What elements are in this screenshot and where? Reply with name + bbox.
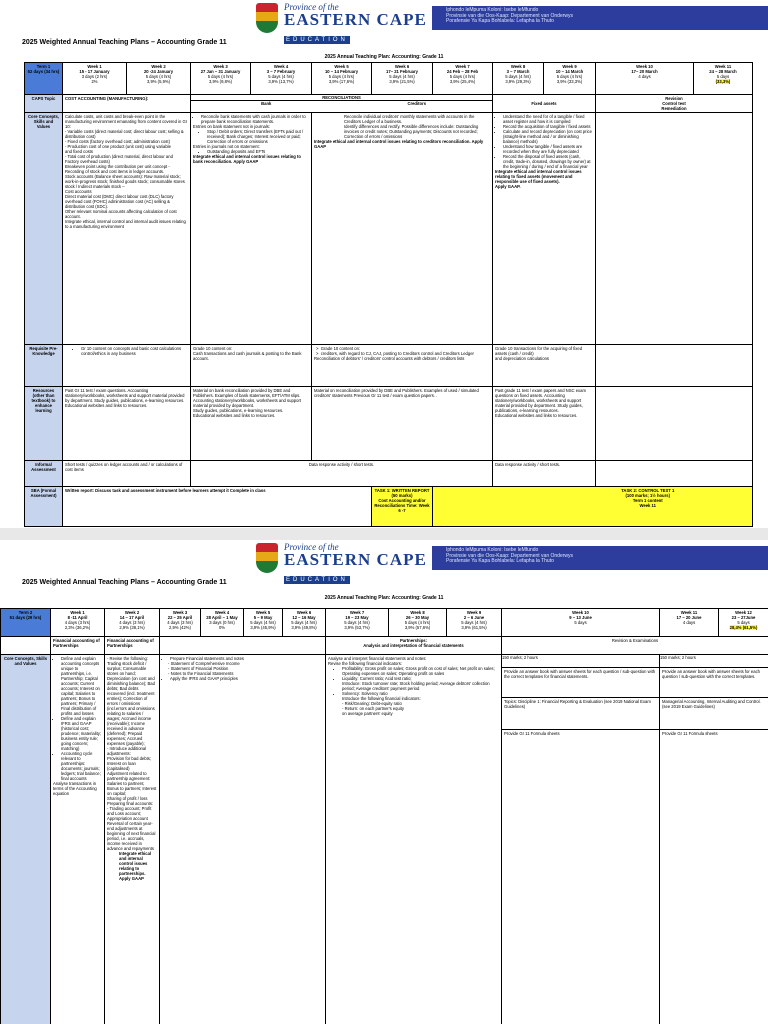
core-week-7-9: Analyse and interpret financial statements and notes: Revise the following financial indicators: • Profitability: Gross profit on sales; Gross profit on cost of sales; Net profit on sales; Operating expenses on sales; Operating profit on sales • Liquidity: Current ratio; Acid test ratio; Introduce: Stock turnover rate; Stock holding period; Average debtors' collection period; Average creditors' payment period • Solvency: Solvency ratio Introduce the following financial indicators: - Risk/Gearing: Debt-equity ratio - Return: on each partner's equity on average partners' equity (326, 655, 502, 1024)
week-header: Week 3 22 – 25 April 4 days (3 hrs) 2,9% (42%) (160, 609, 201, 637)
inf-fixed: Data response activity / short tests. (493, 461, 596, 487)
week-header: Week 7 24 Feb – 28 Feb 5 days (4 hrs) 3,9% (25,4%) (433, 63, 493, 95)
topic-financial-accounting-1: Financial accounting of Partnerships (51, 637, 105, 655)
term-1-plan-table (24, 62, 753, 527)
plan-title: 2025 Annual Teaching Plan: Accounting: Grade 11 (324, 54, 444, 60)
week-header: Week 12 23 – 27June 5 days 28,4% (61,5%) (719, 609, 768, 637)
sba-text: Written report: Discuss task and assessment instrument before learners attempt it Complete in class (63, 487, 372, 527)
week-header: Week 6 17– 21 February 5 days (4 hrs) 3,9% (21,5%) (372, 63, 433, 95)
core-revision-empty (596, 113, 753, 345)
res-bank: Material on bank reconciliation provided by DBE and Publishers. Examples of bank statements, EFT/ATM slips. Accounting stationery/workbooks, worksheets and support material provided by department. Study guides, publications, e-learning resources. Educational websites and links to resources. (191, 387, 312, 461)
topic-revision: Revision Control test Remediation (596, 95, 753, 113)
week-header: Week 6 12 – 16 May 5 days (4 hrs) 3,9% (49,8%) (283, 609, 326, 637)
page-2 (0, 540, 768, 1024)
term-2-label: Term 2 51 days (29 hrs) (1, 609, 51, 637)
week-header: Week 4 3 – 7 February 5 days (4 hrs) 3,9% (13,7%) (251, 63, 312, 95)
res-cost: Past Gr 11 test / exam questions. Accounting stationery/workbooks, worksheets and support material provided by department. Study guides, publications, e-learning resources. Educational websites and links to resources. (63, 387, 191, 461)
week-header: Week 4 28 April – 1 May 3 days (0 hrs) 0% (201, 609, 244, 637)
core-cost-accounting: Calculate costs, unit costs and break-even point in the manufacturing environment emanating from content covered in Gr 10: - Variable costs (direct material cost; direct labour cost; selling & distribution cost) - Fixed costs (factory overhead cost; administration cost) - Production cost of one product (unit cost) using variable and fixed costs - Total cost of production (direct material, direct labour and Factory overhead costs) Breakeven point using the contribution per unit concept - Recording of stock and cost items in ledger accounts. Stock accounts (Balance sheet accounts): Raw material stock; work-in-progress stock; finished goods stock; consumable stores stock / Indirect materials stock – Cost accounts Direct material cost (DMC) direct labour cost (DLC) factory overhead cost (FOHC) administration cost (AC) selling & distribution cost (SDC). Other relevant nominal accounts affecting calculation of cost account. Integrate ethical, internal control and internal audit issues relating to a manufacturing environment (63, 113, 191, 345)
informal-assessment-label: Informal Assessment (25, 461, 63, 487)
inf-mid: Data response activity / short tests. (191, 461, 493, 487)
topic-financial-accounting-2: Financial accounting of Partnerships (105, 637, 160, 655)
week-header: Week 10 17– 20 March 4 days (596, 63, 694, 95)
core-concepts-label: Core Concepts, Skills and Values (1, 655, 51, 1024)
core-week-3-6: • Prepare Financial statements and notes - Statement of Comprehensive Income - Statement of Financial Position - Notes to the Financial Statements • Apply the IFRS and GAAP principles (160, 655, 326, 1024)
term-1-label: Term 1 52 days (34 hrs) (25, 63, 63, 95)
topic-revision-exams: Revision & Examinations (502, 637, 768, 655)
res-fixed-assets: Past grade 11 test / exam papers and NSC exam questions on fixed assets. Accounting stationery/workbooks, worksheets and support material provided by department. Study guides, publications, e-learning resources. Educational websites and links to resources. (493, 387, 596, 461)
week-header: Week 11 24 – 28 March 5 days (33,3%) (694, 63, 753, 95)
resources-label: Resources (other than textbook) to enhance learning (25, 387, 63, 461)
week-header: Week 1 15 - 17 January 3 days (2 hrs) 2% (63, 63, 127, 95)
eastern-cape-logo: Province of the EASTERN CAPE EDUCATION (284, 2, 427, 43)
document-title: 2025 Weighted Annual Teaching Plans – Accounting Grade 11 (22, 39, 227, 46)
week-header: Week 3 27 Jan – 31 January 5 days (4 hrs) 3,9% (9,8%) (191, 63, 251, 95)
core-creditors: Reconcile individual creditors' monthly statements with accounts in the Creditors Ledger of a business. Identify differences and rectify. Possible differences include: Outstanding invoices or credit notes; Outstanding payments; Discounts not recorded; Correction of errors / omissions Integrate ethical and internal control issues relating to creditors reconciliation. Apply GAAP (312, 113, 493, 345)
core-bank: • Reconcile bank statements with cash journals in order to prepare bank reconciliation statements. Entries on bank statement not in journals: • Stop / Debit orders; Direct transfers (EFTs paid out / received); Bank charges; Interest received or paid; Correction of errors or omissions Entries in journals not on statement: • Outstanding deposits and EFTs Integrate ethical and internal control issues relating to bank reconciliation. Apply GAAP (191, 113, 312, 345)
coat-of-arms-icon (256, 543, 278, 573)
core-week-11: 150 marks; 2 hours Provide an answer book with answer sheets for each question / sub-question with the correct templates. Managerial Accounting, Internal Auditing and Control. (see 2019 Exam Guidelines) Provide Gr 11 Formula sheets (660, 655, 768, 1024)
department-banner: Iphondo leMpuma Koloni: Isebe leMfundo Provinsie van die Oos-Kaap: Departement van Onderwys Porafensie Ya Kapa Bohlabela: Lefapha la Thuto (432, 546, 768, 570)
inf-cost: Short tests / quizzes on ledger accounts and / or calculations of cost items (63, 461, 191, 487)
core-week-1: • Define and explain accounting concepts unique to partnerships, i.e. Partnership; Capital accounts; Current accounts; Interest on capital; Salaries to partners; Bonus to partners; Primary / Final distribution of profits and losses • Define and explain IFRS and GAAP (historical cost; prudence; materiality; business entity rule; going concern; matching) • Accounting cycle relevant to partnerships: documents; journals; ledgers; trial balance; final accounts Analyse transactions in terms of the Accounting equation (51, 655, 105, 1024)
week-header: Week 2 14 – 17 April 4 days (3 hrs) 2,9% (38,1%) (105, 609, 160, 637)
res-creditors: Material on reconciliation provided by DBE and Publishers. Examples of used / simulated creditors' statements Previous Gr 11 test / exam question papers. . (312, 387, 493, 461)
sba-label: SBA (Formal Assessment) (25, 487, 63, 527)
week-header: Week 9 2 – 6 June 5 days (4 hrs) 3,9% (61,5%) (447, 609, 502, 637)
week-header: Week 1 8 -11 April 4 days (3 hrs) 2,3% (36,2%) (51, 609, 105, 637)
topic-partnerships-analysis: Partnerships: Analysis and interpretation of financial statements (326, 637, 502, 655)
sba-task-2: TASK 2: CONTROL TEST 1 (100 marks; 1½ hours) Term 1 content Week 11 (544, 487, 753, 527)
topic-cost-accounting: COST ACCOUNTING (MANUFACTURING): (63, 95, 191, 113)
req-cost: • Gr 10 content on concepts and basic cost calculations control/ethics in any business (63, 345, 191, 387)
req-bank: Grade 10 content on: Cash transactions and cash journals & posting to the Bank account. (191, 345, 312, 387)
requisite-knowledge-label: Requisite Pre-Knowledge (25, 345, 63, 387)
week-header: Week 5 5 – 9 May 5 days (4 hrs) 3,9% (45,9%) (244, 609, 283, 637)
topic-reconciliations: RECONCILIATIONS Bank Creditors (191, 95, 493, 113)
week-header: Week 7 19 – 23 May 5 days (4 hrs) 3,9% (53,7%) (326, 609, 389, 637)
document-title: 2025 Weighted Annual Teaching Plans – Accounting Grade 11 (22, 579, 227, 586)
core-concepts-label: Core Concepts, Skills and Values (25, 113, 63, 345)
core-week-2: - Revise the following: Trading stock deficit / surplus; Consumable stores on hand; Depreciation (on cost and diminishing balance); Bad debts; Bad debts recovered (incl. treatment entries); Correction of errors / omissions (incl.errors and omissions relating to salaries / wages; Accrued income (receivable); Income received in advance (deferred); Prepaid expenses; Accrued expenses (payable); - Introduce additional adjustments: Provision for bad debts; Interest on loan (capitalised) Adjustment related to partnership agreement: Salaries to partners; Bonus to partners; Interest on capital; Sharing of profit / loss Preparing final accounts: - Trading account; Profit and Loss account; Appropriation account Reversal of certain year-end adjustments at beginning of next financial period, i.e. accruals, income received in advance and repayments Integrate ethical and internal control issues relating to partnerships. Apply GAAP (105, 655, 160, 1024)
department-banner: Iphondo leMpuma Koloni: Isebe leMfundo Provinsie van die Oos-Kaap: Departement van Onderwys Porafensie Ya Kapa Bohlabela: Lefapha la Thuto (432, 6, 768, 30)
plan-title: 2025 Annual Teaching Plan: Accounting: Grade 11 (324, 595, 444, 601)
week-header: Week 8 26 – 30 May 5 days (4 hrs) 3,9% (57,6%) (389, 609, 447, 637)
sba-task-1: TASK 1: WRITTEN REPORT (50 marks) Cost Accounting and/or Reconciliations Time: Week 6 -7 (372, 487, 433, 527)
topic-fixed-assets: Fixed assets (493, 95, 596, 113)
week-header: Week 8 3 – 7 March 5 days (4 hrs) 3,9% (29,3%) (493, 63, 544, 95)
req-creditors: > Grade 10 content on: > creditors, with regard to CJ, CAJ, posting to Creditors control and Creditors Ledger Reconciliation of debtors' / creditors' control accounts with debtors / creditors lists (312, 345, 493, 387)
core-week-10: 150 marks; 2 hours Provide an answer book with answer sheets for each question / sub-question with the correct templates for financial statements. Topics: Discipline 1: Financial Reporting & Evaluation (see 2019 National Exam Guidelines) Provide Gr 11 Formula sheets (502, 655, 660, 1024)
core-fixed-assets: • Understand the need for of a tangible / fixed asset register and how it is compiled • Record the acquisition of tangible / fixed assets • Calculate and record depreciation (on cost price (straight-line method and / or diminishing balance) methods) • Understand how tangible / fixed assets are recorded when they are fully depreciated • Record the disposal of fixed assets (cash, credit, trade-in, donated, drawings by owner) at the beginning / during / end of a financial year Integrate ethical and internal control issues relating to fixed assets (movement and responsible use of fixed assets). Apply GAAP. (493, 113, 596, 345)
eastern-cape-logo: Province of the EASTERN CAPE EDUCATION (284, 542, 427, 583)
caps-topic-label: CAPS Topic (25, 95, 63, 113)
week-header: Week 11 17 – 20 June 4 days (660, 609, 719, 637)
req-fixed-assets: Grade 10 transactions for the acquiring of fixed assets (cash / credit) and depreciation calculations (493, 345, 596, 387)
coat-of-arms-icon (256, 3, 278, 33)
week-header: Week 2 20 -24 January 5 days (4 hrs) 3,9% (5,9%) (127, 63, 191, 95)
week-header: Week 9 10 – 14 March 5 days (4 hrs) 3,9% (33,3%) (544, 63, 596, 95)
week-header: Week 5 10 – 14 February 5 days (4 hrs) 3,9% (17,6%) (312, 63, 372, 95)
week-header: Week 10 9 – 13 June 5 days (502, 609, 660, 637)
term-2-plan-table (0, 608, 768, 1024)
